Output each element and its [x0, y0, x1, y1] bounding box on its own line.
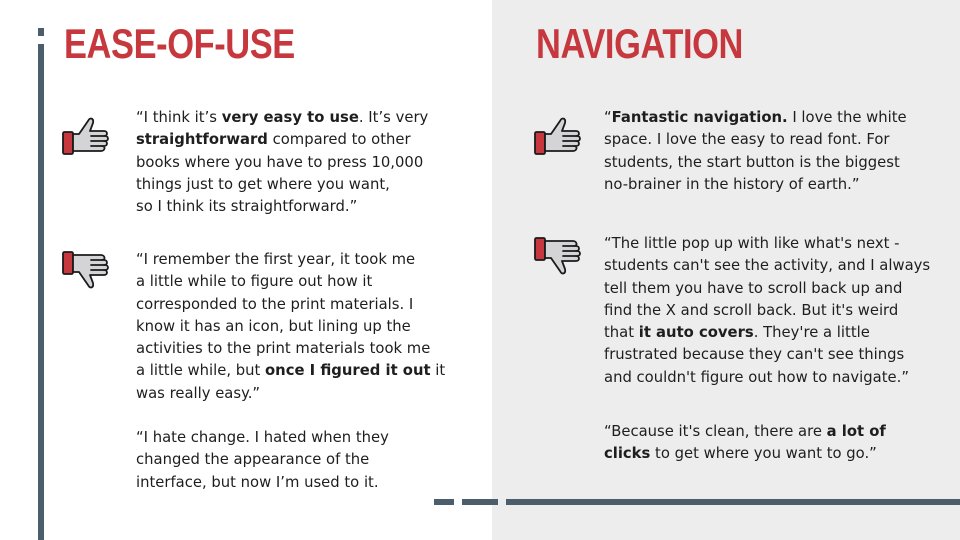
quote-text: things just to get where you want, [136, 175, 390, 193]
quote-emphasis: straightforward [136, 131, 268, 149]
thumbs-up-icon [532, 110, 582, 160]
quote-text: “I remember the first year, it took me [136, 251, 416, 268]
ease-quote-positive [136, 107, 428, 218]
quote-text: students, the start button is the biggest [604, 153, 900, 171]
quote-text: tell them you have to scroll back up and [604, 279, 903, 297]
quote-text: no-brainer in the history of earth.” [604, 175, 860, 193]
quote-emphasis: very easy to use [221, 109, 359, 126]
ease-quote-negative [136, 249, 445, 405]
bottom-rule [506, 499, 960, 505]
quote-text: “I hate change. I hated when they [136, 429, 389, 446]
quote-text: “ [604, 109, 612, 126]
quote-text: corresponded to the print materials. I [136, 295, 414, 313]
quote-text: that [604, 324, 639, 342]
quote-text: and couldn't figure out how to navigate.” [604, 368, 909, 386]
bottom-rule-dash-1 [434, 499, 454, 505]
navigation-quote-positive [604, 107, 907, 196]
bottom-rule-dash-2 [462, 499, 498, 505]
quote-emphasis: clicks [604, 445, 651, 463]
quote-text: was really easy.” [136, 384, 261, 402]
quote-text: space. I love the easy to read font. For [604, 131, 890, 149]
navigation-quote-neutral [604, 421, 886, 466]
quote-text: students can't see the activity, and I always [604, 257, 931, 275]
quote-text: compared to other [267, 131, 411, 149]
quote-emphasis: it auto covers [638, 324, 754, 342]
ease-of-use-heading: EASE-OF-USE [64, 20, 295, 67]
quote-emphasis: a lot of [826, 423, 886, 440]
quote-text: find the X and scroll back. But it's weird [604, 301, 899, 319]
quote-text: so I think its straightforward.” [136, 198, 358, 216]
quote-text: . It’s very [358, 109, 429, 126]
left-accent-bar-top [38, 28, 44, 36]
thumbs-up-icon [60, 110, 110, 160]
ease-quote-neutral [136, 427, 389, 494]
left-accent-bar [38, 44, 44, 540]
quote-text: it [430, 362, 446, 380]
thumbs-down-icon [60, 246, 110, 296]
quote-text: “The little pop up with like what's next - [604, 235, 900, 252]
quote-text: I love the white [787, 109, 907, 126]
quote-text: “Because it's clean, there are [604, 423, 827, 440]
quote-text: frustrated because they can't see things [604, 346, 905, 364]
quote-text: . They're a little [753, 324, 870, 342]
quote-text: activities to the print materials took me [136, 340, 431, 358]
navigation-heading: NAVIGATION [536, 20, 743, 67]
quote-text: changed the appearance of the [136, 451, 370, 469]
navigation-quote-negative [604, 233, 930, 389]
thumbs-down-icon [532, 232, 582, 282]
quote-text: know it has an icon, but lining up the [136, 317, 411, 335]
quote-text: a little while, but [136, 362, 266, 380]
quote-text: to get where you want to go.” [650, 445, 877, 463]
quote-emphasis: once I figured it out [265, 362, 431, 380]
quote-text: books where you have to press 10,000 [136, 153, 424, 171]
quote-text: a little while to figure out how it [136, 273, 373, 291]
quote-text: interface, but now I’m used to it. [136, 473, 379, 491]
quote-text: “I think it’s [136, 109, 222, 126]
quote-emphasis: Fantastic navigation. [611, 109, 788, 126]
